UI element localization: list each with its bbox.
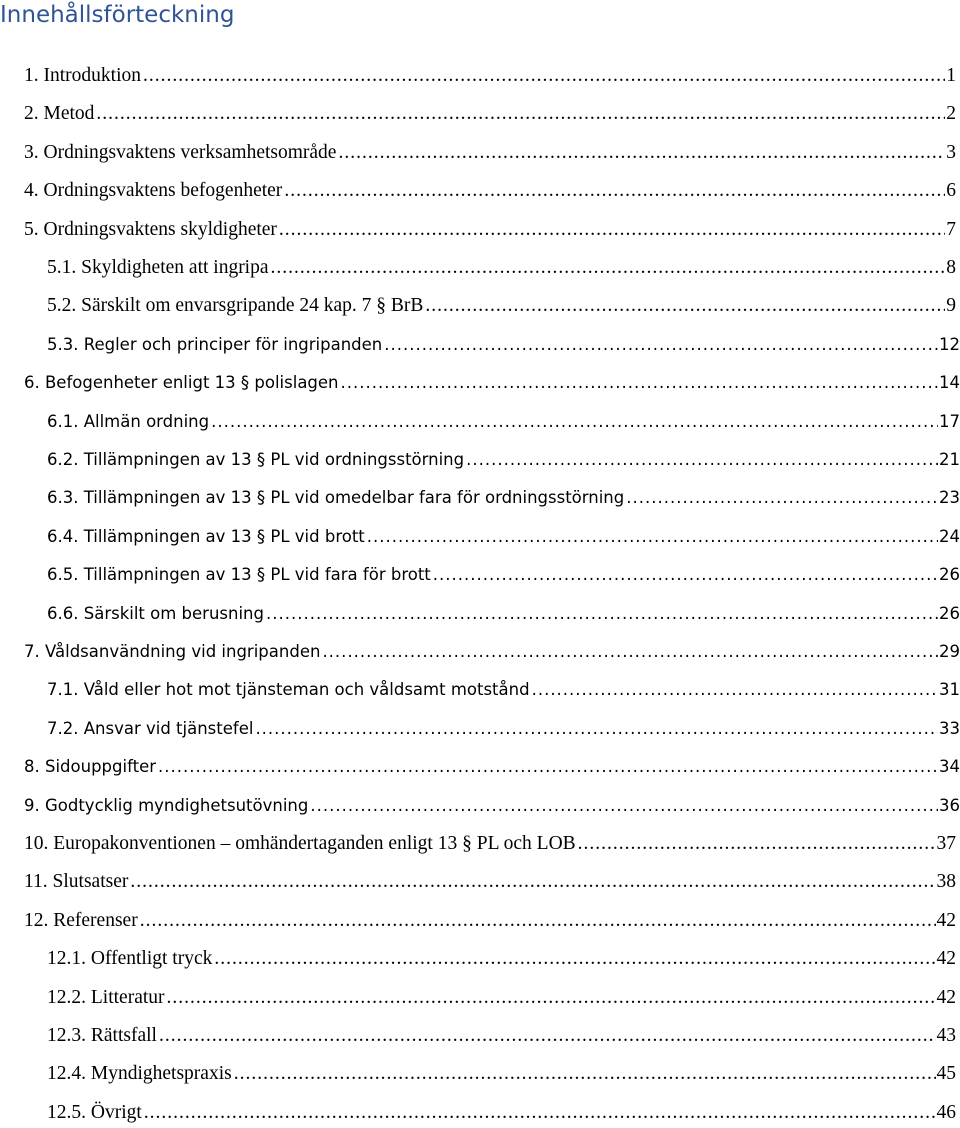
dot-leader (384, 330, 938, 360)
toc-entry[interactable] (47, 560, 960, 590)
toc-entry[interactable] (47, 1098, 956, 1128)
dot-leader (144, 1098, 936, 1128)
toc-entry-page-number: 42 (936, 948, 956, 970)
dot-leader (279, 215, 945, 245)
toc-entry-title: 3. Ordningsvaktens verksamhetsområde (24, 141, 337, 163)
toc-entry-page-number: 38 (936, 871, 956, 893)
toc-entry-title: 1. Introduktion (24, 65, 141, 86)
toc-entry-title: 5.1. Skyldigheten att ingripa (47, 257, 269, 278)
toc-entry-title: 5.3. Regler och principer för ingripanden (47, 334, 383, 354)
toc-entry-title: 6.2. Tillämpningen av 13 § PL vid ordningsstörning (47, 450, 465, 469)
toc-entry-title: 4. Ordningsvaktens befogenheter (24, 180, 283, 202)
toc-entry-page-number: 23 (939, 488, 960, 508)
toc-entry-page-number: 34 (939, 757, 960, 777)
dot-leader (626, 483, 938, 513)
toc-entry-title: 8. Sidouppgifter (24, 757, 156, 777)
dot-leader (266, 599, 938, 629)
dot-leader (211, 407, 938, 437)
dot-leader (341, 368, 938, 398)
toc-entry[interactable] (24, 829, 956, 859)
toc-entry[interactable] (24, 637, 960, 667)
dot-leader (234, 1059, 936, 1089)
toc-entry-page-number: 31 (939, 680, 960, 700)
toc-entry[interactable] (24, 215, 956, 245)
toc-entry-page-number: 42 (936, 909, 956, 931)
toc-entry[interactable] (47, 983, 956, 1013)
toc-entry-page-number: 26 (939, 603, 960, 623)
toc-entry-page-number: 26 (939, 565, 960, 585)
dot-leader (338, 138, 945, 168)
toc-entry[interactable] (24, 867, 956, 897)
toc-entry[interactable] (47, 253, 956, 283)
toc-entry[interactable] (47, 599, 960, 629)
toc-entry-title: 12.4. Myndighetspraxis (47, 1063, 232, 1085)
toc-entry[interactable] (24, 752, 960, 782)
dot-leader (433, 560, 938, 590)
dot-leader (425, 291, 945, 321)
toc-entry-page-number: 17 (939, 411, 960, 431)
dot-leader (158, 752, 938, 782)
toc-entry-page-number: 9 (946, 295, 956, 317)
dot-leader (466, 445, 938, 475)
dot-leader (255, 714, 938, 744)
toc-entry-title: 5.2. Särskilt om envarsgripande 24 kap. 7 § BrB (47, 295, 424, 317)
toc-entry-page-number: 29 (939, 642, 960, 661)
toc-entry-title: 6.1. Allmän ordning (47, 411, 210, 431)
toc-entry-page-number: 36 (939, 795, 960, 815)
toc-entry[interactable] (47, 714, 960, 744)
toc-entry-title: 2. Metod (24, 103, 95, 125)
toc-entry-page-number: 33 (939, 718, 960, 738)
toc-entry-page-number: 46 (936, 1101, 956, 1123)
toc-entry-title: 12.1. Offentligt tryck (47, 948, 213, 970)
dot-leader (322, 637, 938, 667)
toc-entry-title: 9. Godtycklig myndighetsutövning (24, 795, 309, 815)
toc-entry-title: 7.1. Våld eller hot mot tjänsteman och våldsamt motstånd (47, 680, 530, 700)
toc-entry[interactable] (24, 99, 956, 129)
toc-entry-title: 7.2. Ansvar vid tjänstefel (47, 718, 254, 738)
toc-entry[interactable] (47, 675, 960, 705)
dot-leader (367, 522, 938, 552)
toc-entry[interactable] (24, 791, 960, 821)
toc-entry-title: 12.5. Övrigt (47, 1101, 142, 1123)
toc-entry-page-number: 14 (939, 373, 960, 393)
dot-leader (214, 944, 935, 974)
toc-entry[interactable] (47, 330, 960, 360)
toc-entry-page-number: 37 (936, 833, 956, 854)
toc-entry-title: 6.4. Tillämpningen av 13 § PL vid brott (47, 526, 365, 546)
toc-entry-title: 6.3. Tillämpningen av 13 § PL vid omedelbar fara för ordningsstörning (47, 488, 625, 508)
toc-entry-title: 6. Befogenheter enligt 13 § polislagen (24, 373, 339, 393)
dot-leader (532, 675, 938, 705)
dot-leader (140, 906, 936, 936)
toc-entry[interactable] (47, 445, 960, 475)
dot-leader (96, 99, 945, 129)
toc-entry-title: 12.3. Rättsfall (47, 1025, 157, 1046)
toc-entry[interactable] (47, 407, 960, 437)
toc-entry-page-number: 8 (946, 257, 956, 278)
dot-leader (310, 791, 938, 821)
toc-entry[interactable] (47, 944, 956, 974)
dot-leader (167, 983, 936, 1013)
toc-entry-page-number: 21 (939, 450, 960, 469)
dot-leader (130, 867, 935, 897)
toc-entry-page-number: 43 (936, 1025, 956, 1046)
toc-entry[interactable] (47, 1059, 956, 1089)
dot-leader (143, 61, 945, 91)
dot-leader (578, 829, 936, 859)
toc-entry-page-number: 12 (939, 334, 960, 354)
toc-entry-title: 12.2. Litteratur (47, 986, 165, 1008)
toc-entry[interactable] (24, 368, 960, 398)
toc-heading: Innehållsförteckning (0, 2, 235, 28)
toc-entry-page-number: 2 (946, 103, 956, 125)
toc-entry-title: 12. Referenser (24, 909, 138, 931)
toc-entry-page-number: 3 (946, 141, 956, 163)
toc-entry[interactable] (47, 522, 960, 552)
dot-leader (284, 176, 945, 206)
toc-entry-title: 6.6. Särskilt om berusning (47, 603, 264, 623)
toc-entry[interactable] (24, 61, 956, 91)
toc-entry-page-number: 1 (946, 65, 956, 86)
toc-entry-title: 11. Slutsatser (24, 871, 129, 893)
toc-entry[interactable] (47, 291, 956, 321)
dot-leader (159, 1021, 936, 1051)
toc-entry[interactable] (24, 906, 956, 936)
toc-entry-title: 10. Europakonventionen – omhändertaganden enligt 13 § PL och LOB (24, 833, 576, 854)
dot-leader (271, 253, 946, 283)
toc-entry-title: 5. Ordningsvaktens skyldigheter (24, 218, 277, 240)
toc-entry-title: 6.5. Tillämpningen av 13 § PL vid fara för brott (47, 565, 431, 585)
toc-entry[interactable] (47, 1021, 956, 1051)
toc-entry-title: 7. Våldsanvändning vid ingripanden (24, 642, 321, 661)
toc-entry-page-number: 6 (946, 180, 956, 202)
toc-entry[interactable] (47, 483, 960, 513)
toc-entry-page-number: 7 (946, 218, 956, 240)
toc-entry-page-number: 42 (936, 986, 956, 1008)
toc-entry[interactable] (24, 176, 956, 206)
toc-entry-page-number: 24 (939, 526, 960, 546)
toc-entry-page-number: 45 (936, 1063, 956, 1085)
toc-entry[interactable] (24, 138, 956, 168)
